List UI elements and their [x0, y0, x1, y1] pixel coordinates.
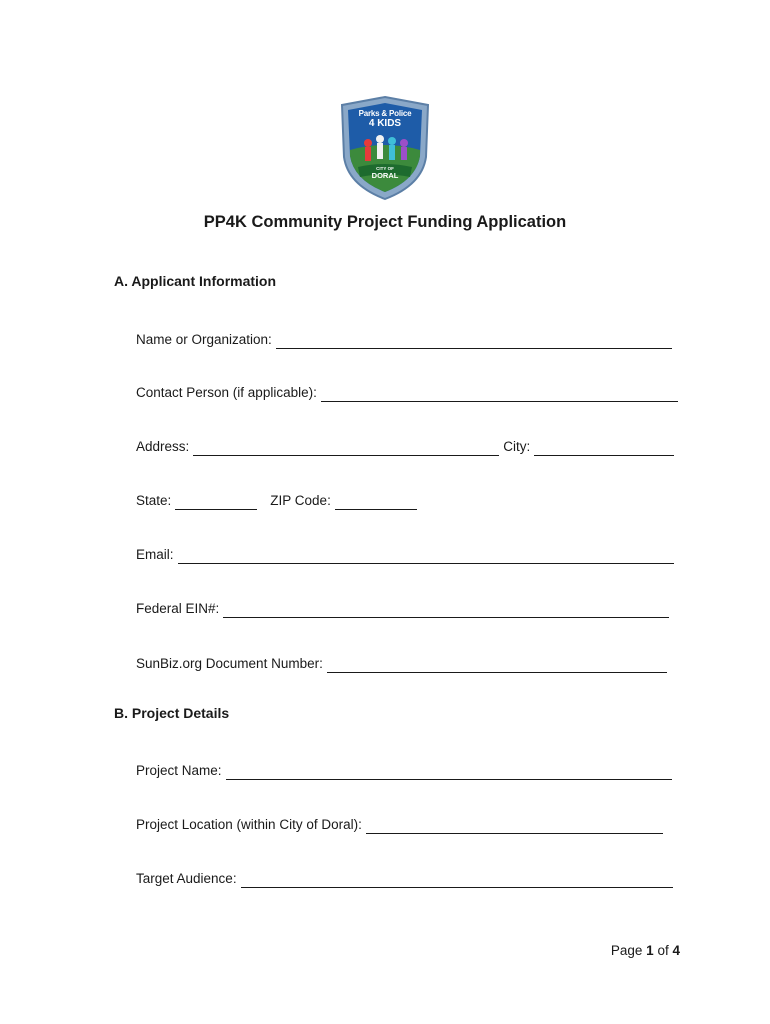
field-project-name: [136, 758, 672, 780]
field-label: ZIP Code:: [270, 493, 331, 508]
current-page: 1: [646, 943, 654, 958]
field-label: Project Name:: [136, 763, 222, 778]
field-label: Contact Person (if applicable):: [136, 385, 317, 400]
field-address-city: [136, 434, 674, 456]
field-label: State:: [136, 493, 172, 508]
target-audience-input[interactable]: [241, 872, 673, 888]
field-label: City:: [503, 439, 531, 454]
field-email: [136, 542, 674, 564]
section-heading-project-details: B. Project Details: [114, 705, 230, 721]
field-federal-ein: [136, 596, 669, 618]
field-label: Federal EIN#:: [136, 601, 220, 616]
total-pages: 4: [672, 943, 680, 958]
page-word: Page: [610, 943, 643, 958]
field-label: SunBiz.org Document Number:: [136, 656, 323, 671]
state-input[interactable]: [175, 494, 257, 510]
zip-code-input[interactable]: [335, 494, 417, 510]
field-name-or-organization: [136, 327, 672, 349]
field-target-audience: [136, 866, 673, 888]
page-title: PP4K Community Project Funding Application: [203, 213, 567, 231]
page-number: [611, 943, 680, 958]
field-label: Project Location (within City of Doral):: [136, 817, 362, 832]
logo-city-small-text: CITY OF: [376, 166, 394, 171]
logo-mid-text: 4 KIDS: [368, 118, 402, 129]
section-heading-applicant-information: A. Applicant Information: [114, 273, 277, 289]
field-label: Name or Organization:: [136, 332, 272, 347]
of-word: of: [657, 943, 669, 958]
address-input[interactable]: [193, 440, 499, 456]
field-label: Email:: [136, 547, 174, 562]
project-name-input[interactable]: [226, 764, 672, 780]
field-project-location: [136, 812, 663, 834]
field-label: Address:: [136, 439, 190, 454]
logo-top-text: Parks & Police: [358, 109, 412, 118]
logo-city-name-text: DORAL: [371, 171, 399, 180]
name-or-organization-input[interactable]: [276, 333, 672, 349]
field-contact-person: [136, 380, 678, 402]
sunbiz-document-number-input[interactable]: [327, 657, 667, 673]
field-sunbiz-document-number: [136, 651, 667, 673]
field-state-zip: [136, 488, 417, 510]
parks-police-4-kids-logo: [338, 95, 432, 201]
city-input[interactable]: [534, 440, 674, 456]
contact-person-input[interactable]: [321, 386, 678, 402]
email-input[interactable]: [178, 548, 674, 564]
federal-ein-input[interactable]: [223, 602, 669, 618]
field-label: Target Audience:: [136, 871, 237, 886]
project-location-input[interactable]: [366, 818, 663, 834]
